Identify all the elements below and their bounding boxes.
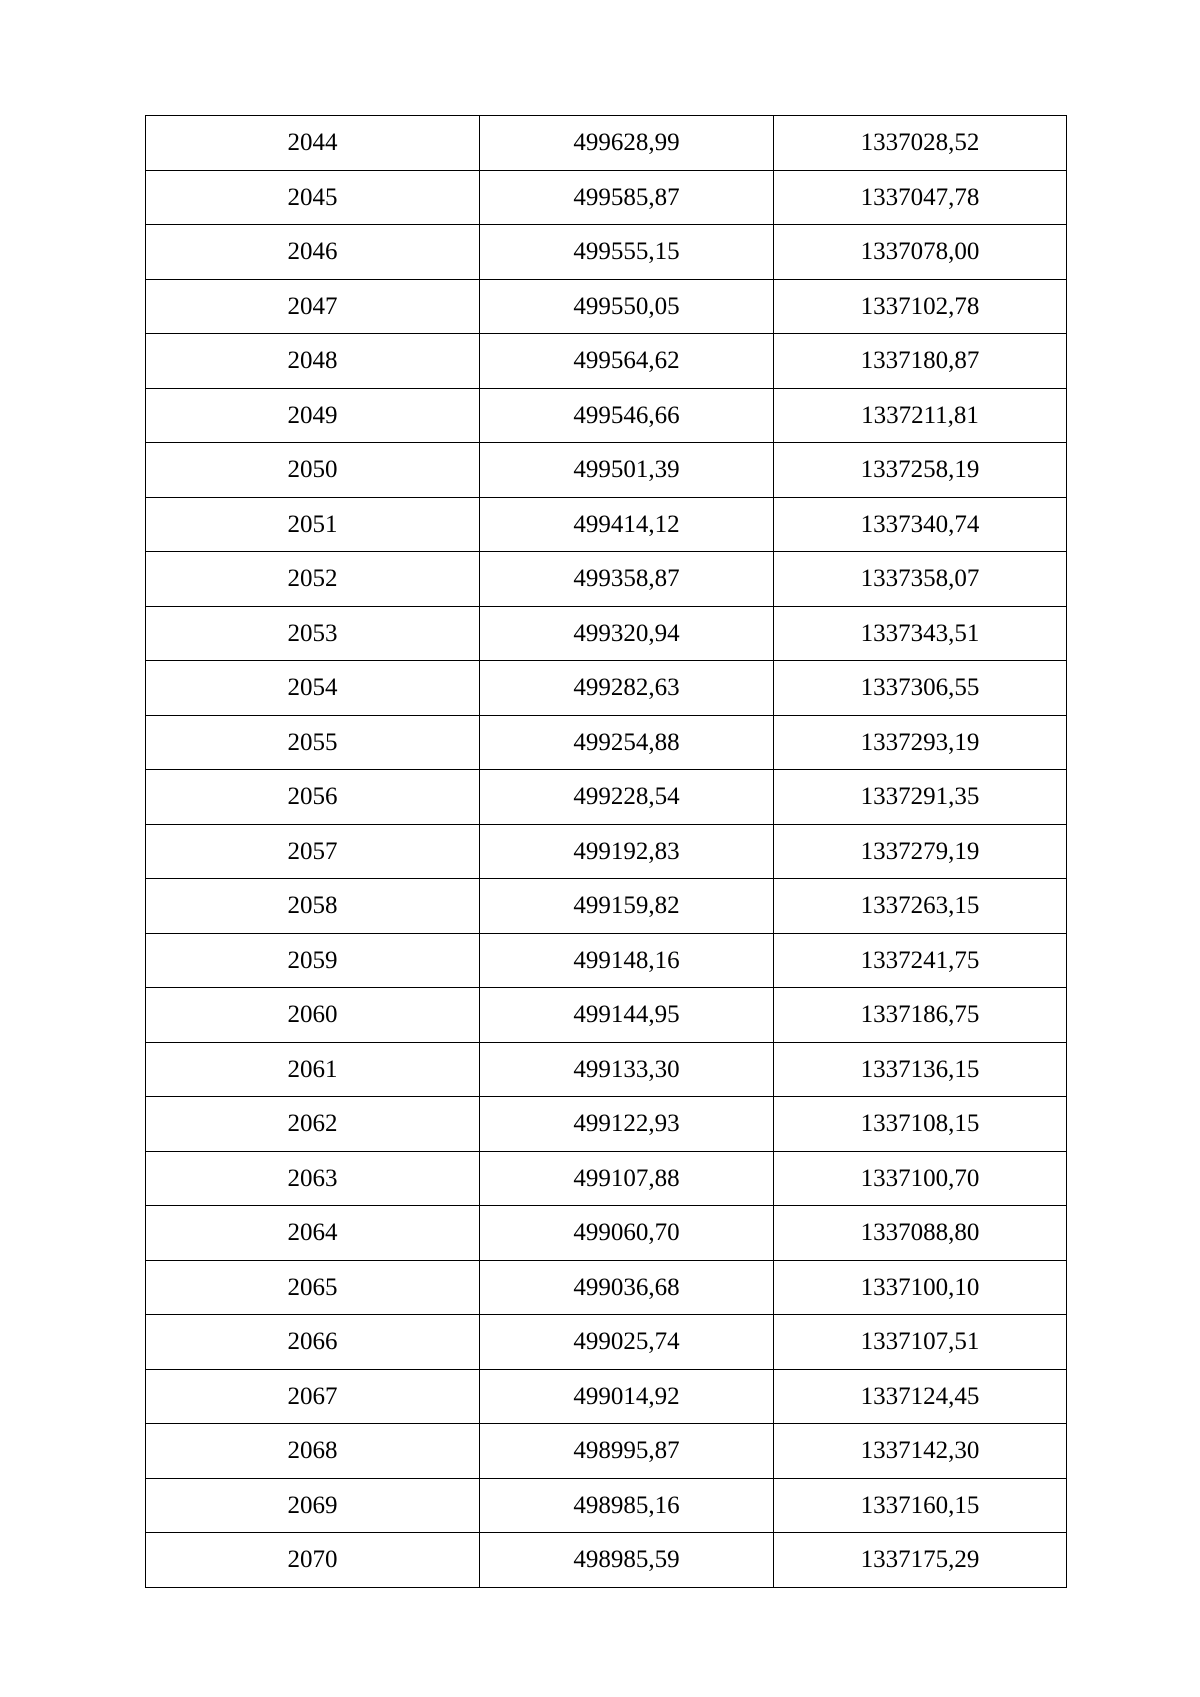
table-row [146,1478,1067,1533]
table-row [146,334,1067,389]
x-coordinate-cell: 499320,94 [480,606,774,661]
y-coordinate-cell: 1337100,10 [774,1260,1067,1315]
table-row [146,1042,1067,1097]
table-row [146,1369,1067,1424]
point-number-cell: 2053 [146,606,480,661]
x-coordinate-cell: 499148,16 [480,933,774,988]
point-number-cell: 2058 [146,879,480,934]
point-number-cell: 2047 [146,279,480,334]
y-coordinate-cell: 1337136,15 [774,1042,1067,1097]
x-coordinate-cell: 499564,62 [480,334,774,389]
x-coordinate-cell: 499107,88 [480,1151,774,1206]
x-coordinate-cell: 499025,74 [480,1315,774,1370]
y-coordinate-cell: 1337291,35 [774,770,1067,825]
x-coordinate-cell: 499122,93 [480,1097,774,1152]
table-row [146,1424,1067,1479]
table-row [146,170,1067,225]
point-number-cell: 2063 [146,1151,480,1206]
x-coordinate-cell: 499254,88 [480,715,774,770]
x-coordinate-cell: 499036,68 [480,1260,774,1315]
point-number-cell: 2061 [146,1042,480,1097]
table-row [146,116,1067,171]
table-row [146,879,1067,934]
x-coordinate-cell: 499358,87 [480,552,774,607]
x-coordinate-cell: 499546,66 [480,388,774,443]
point-number-cell: 2068 [146,1424,480,1479]
table-row [146,715,1067,770]
y-coordinate-cell: 1337078,00 [774,225,1067,280]
y-coordinate-cell: 1337340,74 [774,497,1067,552]
table-row [146,279,1067,334]
y-coordinate-cell: 1337358,07 [774,552,1067,607]
y-coordinate-cell: 1337175,29 [774,1533,1067,1588]
y-coordinate-cell: 1337306,55 [774,661,1067,716]
table-row [146,1260,1067,1315]
y-coordinate-cell: 1337180,87 [774,334,1067,389]
table-row [146,443,1067,498]
x-coordinate-cell: 498985,16 [480,1478,774,1533]
point-number-cell: 2044 [146,116,480,171]
x-coordinate-cell: 499585,87 [480,170,774,225]
y-coordinate-cell: 1337343,51 [774,606,1067,661]
y-coordinate-cell: 1337028,52 [774,116,1067,171]
x-coordinate-cell: 499060,70 [480,1206,774,1261]
table-row [146,497,1067,552]
x-coordinate-cell: 499228,54 [480,770,774,825]
point-number-cell: 2065 [146,1260,480,1315]
y-coordinate-cell: 1337047,78 [774,170,1067,225]
point-number-cell: 2060 [146,988,480,1043]
y-coordinate-cell: 1337186,75 [774,988,1067,1043]
y-coordinate-cell: 1337124,45 [774,1369,1067,1424]
point-number-cell: 2045 [146,170,480,225]
x-coordinate-cell: 499282,63 [480,661,774,716]
x-coordinate-cell: 498995,87 [480,1424,774,1479]
x-coordinate-cell: 499628,99 [480,116,774,171]
y-coordinate-cell: 1337107,51 [774,1315,1067,1370]
point-number-cell: 2050 [146,443,480,498]
x-coordinate-cell: 499414,12 [480,497,774,552]
point-number-cell: 2048 [146,334,480,389]
coordinates-table-body [146,116,1067,1588]
y-coordinate-cell: 1337108,15 [774,1097,1067,1152]
point-number-cell: 2056 [146,770,480,825]
y-coordinate-cell: 1337279,19 [774,824,1067,879]
point-number-cell: 2059 [146,933,480,988]
table-row [146,606,1067,661]
x-coordinate-cell: 498985,59 [480,1533,774,1588]
table-row [146,770,1067,825]
point-number-cell: 2049 [146,388,480,443]
point-number-cell: 2067 [146,1369,480,1424]
point-number-cell: 2070 [146,1533,480,1588]
table-row [146,1206,1067,1261]
table-row [146,1097,1067,1152]
point-number-cell: 2064 [146,1206,480,1261]
y-coordinate-cell: 1337211,81 [774,388,1067,443]
y-coordinate-cell: 1337293,19 [774,715,1067,770]
point-number-cell: 2051 [146,497,480,552]
table-row [146,824,1067,879]
x-coordinate-cell: 499144,95 [480,988,774,1043]
point-number-cell: 2066 [146,1315,480,1370]
point-number-cell: 2054 [146,661,480,716]
y-coordinate-cell: 1337241,75 [774,933,1067,988]
point-number-cell: 2055 [146,715,480,770]
table-row [146,552,1067,607]
y-coordinate-cell: 1337100,70 [774,1151,1067,1206]
table-row [146,1315,1067,1370]
point-number-cell: 2052 [146,552,480,607]
table-row [146,661,1067,716]
table-row [146,933,1067,988]
y-coordinate-cell: 1337160,15 [774,1478,1067,1533]
y-coordinate-cell: 1337102,78 [774,279,1067,334]
y-coordinate-cell: 1337088,80 [774,1206,1067,1261]
point-number-cell: 2057 [146,824,480,879]
table-row [146,388,1067,443]
y-coordinate-cell: 1337263,15 [774,879,1067,934]
x-coordinate-cell: 499159,82 [480,879,774,934]
point-number-cell: 2069 [146,1478,480,1533]
table-row [146,988,1067,1043]
table-row [146,225,1067,280]
x-coordinate-cell: 499014,92 [480,1369,774,1424]
x-coordinate-cell: 499550,05 [480,279,774,334]
table-row [146,1151,1067,1206]
x-coordinate-cell: 499133,30 [480,1042,774,1097]
x-coordinate-cell: 499555,15 [480,225,774,280]
x-coordinate-cell: 499501,39 [480,443,774,498]
x-coordinate-cell: 499192,83 [480,824,774,879]
y-coordinate-cell: 1337258,19 [774,443,1067,498]
point-number-cell: 2062 [146,1097,480,1152]
table-row [146,1533,1067,1588]
y-coordinate-cell: 1337142,30 [774,1424,1067,1479]
point-number-cell: 2046 [146,225,480,280]
coordinates-table [145,115,1067,1588]
